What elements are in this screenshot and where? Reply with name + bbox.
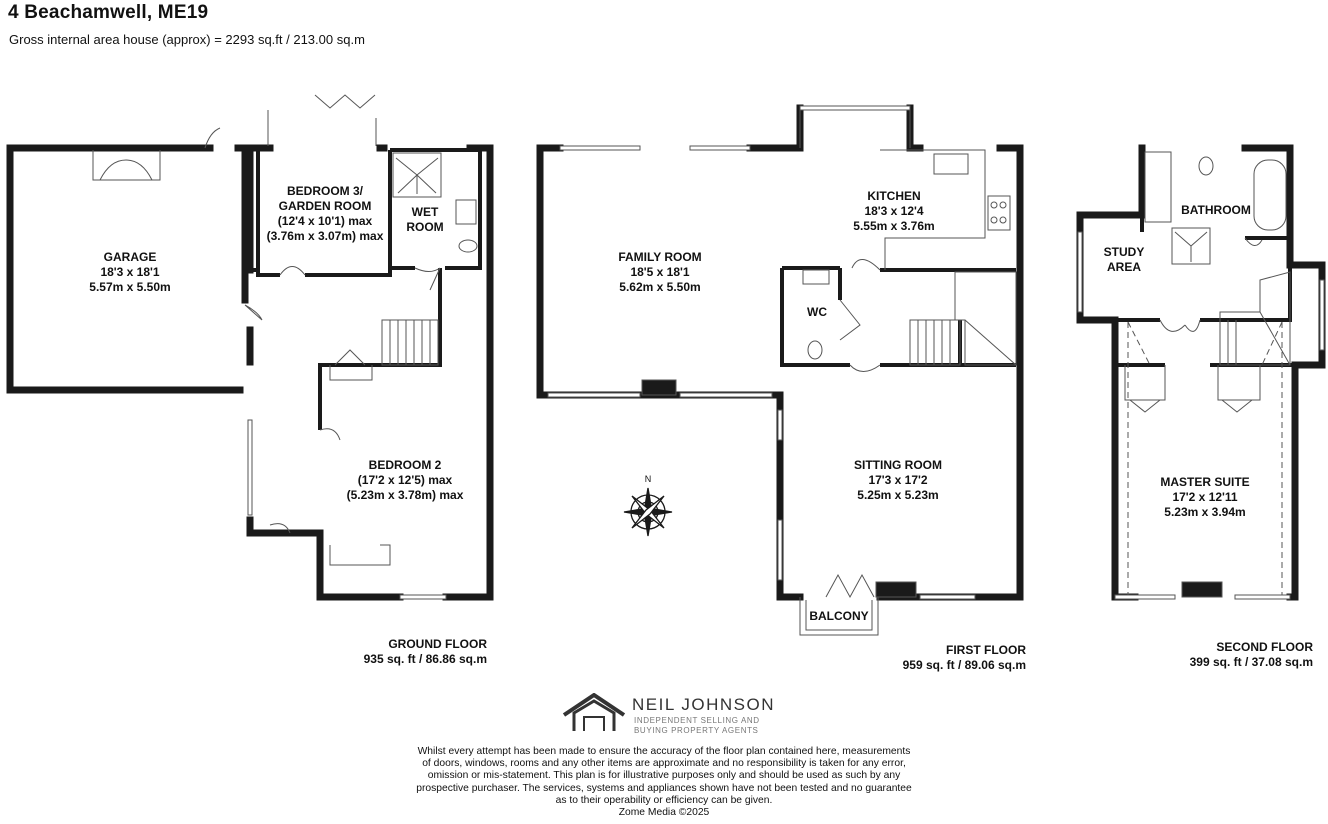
study-area-label xyxy=(1098,245,1150,275)
disclaimer-line3: omission or mis-statement. This plan is for illustrative purposes only and should be used as such by any xyxy=(427,770,901,782)
brand-name: NEIL JOHNSON xyxy=(632,695,776,714)
bedroom2-imperial: (17'2 x 12'5) max xyxy=(357,473,453,487)
study-name2: AREA xyxy=(1106,260,1141,274)
bedroom3-name2: GARDEN ROOM xyxy=(278,199,372,213)
disclaimer xyxy=(388,746,940,819)
family-room-name: FAMILY ROOM xyxy=(618,250,702,264)
first-floor-area: 959 sq. ft / 89.06 sq.m xyxy=(902,658,1026,672)
bedroom2-label xyxy=(330,458,480,503)
kitchen-metric: 5.55m x 3.76m xyxy=(853,219,935,233)
wc-label xyxy=(800,305,834,320)
master-suite-label xyxy=(1145,475,1265,520)
bedroom3-metric: (3.76m x 3.07m) max xyxy=(266,229,384,243)
master-imperial: 17'2 x 12'11 xyxy=(1172,490,1238,504)
disclaimer-line1: Whilst every attempt has been made to ensure the accuracy of the floor plan contained here, measurements xyxy=(417,746,911,757)
balcony-label xyxy=(804,609,874,624)
disclaimer-line2: of doors, windows, rooms and any other items are approximate and no responsibility is taken for any error, xyxy=(422,758,906,770)
bathroom-name: BATHROOM xyxy=(1181,203,1251,217)
bathroom-label xyxy=(1176,203,1256,218)
brand-tagline-line1: INDEPENDENT SELLING AND xyxy=(634,716,760,725)
sitting-room-imperial: 17'3 x 17'2 xyxy=(868,473,928,487)
ground-floor-label xyxy=(330,637,487,667)
master-name: MASTER SUITE xyxy=(1160,475,1250,489)
bedroom3-label xyxy=(262,184,388,244)
family-room-metric: 5.62m x 5.50m xyxy=(619,280,701,294)
master-metric: 5.23m x 3.94m xyxy=(1164,505,1246,519)
sitting-room-name: SITTING ROOM xyxy=(854,458,942,472)
family-room-label xyxy=(590,250,730,295)
bedroom2-metric: (5.23m x 3.78m) max xyxy=(346,488,464,502)
second-floor-area: 399 sq. ft / 37.08 sq.m xyxy=(1189,655,1313,669)
disclaimer-credit: Zome Media ©2025 xyxy=(618,807,710,819)
bedroom2-name: BEDROOM 2 xyxy=(368,458,442,472)
wet-room-name2: ROOM xyxy=(406,220,444,234)
garage-name: GARAGE xyxy=(103,250,157,264)
kitchen-name: KITCHEN xyxy=(867,189,921,203)
sitting-room-label xyxy=(838,458,958,503)
garage-label xyxy=(60,250,200,295)
sitting-room-metric: 5.25m x 5.23m xyxy=(857,488,939,502)
second-floor-name: SECOND FLOOR xyxy=(1216,640,1313,654)
second-floor-label xyxy=(1150,640,1313,670)
bedroom3-name1: BEDROOM 3/ xyxy=(286,184,363,198)
study-name1: STUDY xyxy=(1103,245,1145,259)
wet-room-label xyxy=(400,205,450,235)
disclaimer-line4: prospective purchaser. The services, systems and appliances shown have not been tested and no guarantee xyxy=(416,782,912,794)
ground-floor-area: 935 sq. ft / 86.86 sq.m xyxy=(363,652,487,666)
wc-name: WC xyxy=(807,305,827,319)
page-title: 4 Beachamwell, ME19 xyxy=(8,2,209,23)
first-floor-name: FIRST FLOOR xyxy=(946,643,1026,657)
outer-walls xyxy=(10,108,1322,597)
disclaimer-line5: as to their operability or efficiency can be given. xyxy=(555,794,773,806)
house-logo-icon xyxy=(562,693,626,733)
kitchen-imperial: 18'3 x 12'4 xyxy=(864,204,924,218)
kitchen-label xyxy=(834,189,954,234)
gross-area-subtitle: Gross internal area house (approx) = 2293 sq.ft / 213.00 sq.m xyxy=(9,32,365,47)
wet-room-name1: WET xyxy=(411,205,439,219)
brand-tagline xyxy=(634,716,760,736)
compass-north-label: N xyxy=(644,474,652,484)
garage-imperial: 18'3 x 18'1 xyxy=(100,265,160,279)
garage-metric: 5.57m x 5.50m xyxy=(89,280,171,294)
compass-rose xyxy=(624,488,672,536)
family-room-imperial: 18'5 x 18'1 xyxy=(630,265,690,279)
balcony-name: BALCONY xyxy=(809,609,869,623)
first-floor-label xyxy=(860,643,1026,673)
bedroom3-imperial: (12'4 x 10'1) max xyxy=(277,214,373,228)
brand-tagline-line2: BUYING PROPERTY AGENTS xyxy=(634,726,759,735)
ground-floor-name: GROUND FLOOR xyxy=(388,637,487,651)
